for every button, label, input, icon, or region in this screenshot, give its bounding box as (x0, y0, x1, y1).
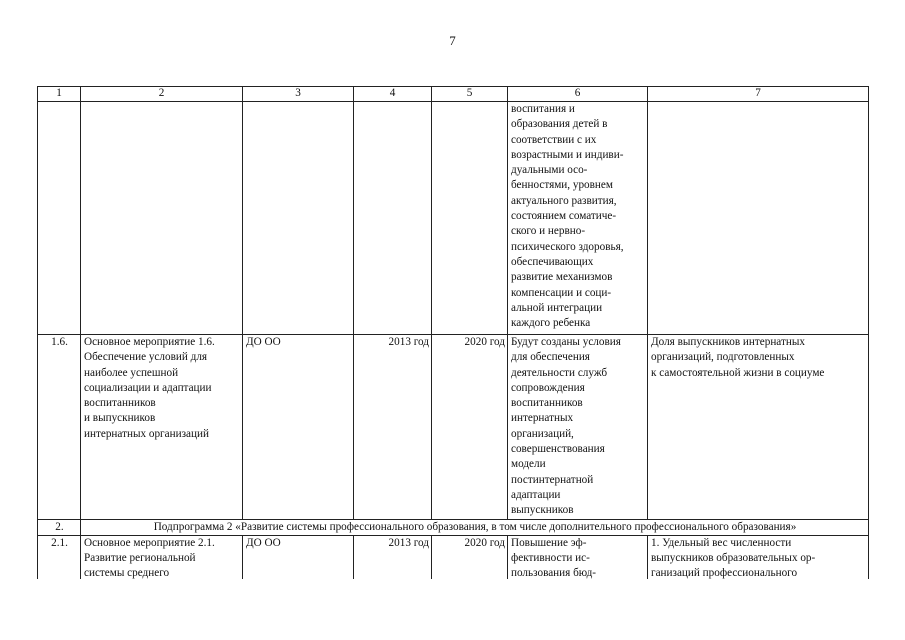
subprogram-title: Подпрограмма 2 «Развитие системы профессионального образования, в том числе дополнительного профессионального образования» (81, 519, 869, 535)
text-line: Будут созданы условия (511, 336, 621, 348)
text-line: деятельности служб (511, 366, 608, 379)
measure-name (81, 102, 243, 335)
text-line: Обеспечение условий для (84, 351, 208, 364)
text-line: Развитие региональной (84, 552, 196, 565)
text-line: ганизаций профессионального (651, 567, 798, 580)
subprogram-number: 2. (38, 519, 81, 535)
end-year: 2020 год (432, 335, 508, 520)
expected-result (508, 102, 648, 335)
text-line: психического здоровья, (511, 240, 624, 253)
text-line: к самостоятельной жизни в социуме (651, 366, 825, 379)
text-line: сопровождения (511, 381, 585, 394)
text-line: Повышение эф- (511, 536, 587, 549)
text-line: пользования бюд- (511, 567, 596, 580)
start-year: 2013 год (354, 535, 432, 597)
text-line: Доля выпускников интернатных (651, 336, 805, 348)
text-line: образования детей в (511, 118, 608, 131)
text-line: адаптации (511, 488, 561, 501)
text-line: воспитания и (511, 103, 575, 115)
text-line: выпускников образовательных ор- (651, 552, 816, 565)
text-line: организаций, (511, 427, 574, 440)
text-line: актуального развития, (511, 194, 617, 207)
executor: ДО ОО (243, 535, 354, 597)
program-table (37, 86, 869, 598)
text-line: фективности ис- (511, 552, 590, 565)
start-year: 2013 год (354, 335, 432, 520)
indicator (648, 335, 869, 520)
text-line: системы среднего (84, 567, 170, 580)
text-line: Основное мероприятие 2.1. (84, 536, 215, 549)
text-line: состоянием соматиче- (511, 210, 617, 223)
text-line: модели (511, 458, 546, 471)
end-year: 2020 год (432, 535, 508, 597)
text-line: совершенствования (511, 443, 605, 456)
text-line: выпускников (511, 504, 574, 517)
column-number: 7 (648, 87, 869, 102)
row-number: 1.6. (38, 335, 81, 520)
column-number: 3 (243, 87, 354, 102)
text-line: наиболее успешной (84, 366, 179, 379)
subprogram-row (38, 519, 869, 535)
text-line: обеспечивающих (511, 255, 594, 268)
text-line: соответствии с их (511, 133, 597, 146)
text-line: 1. Удельный вес численности (651, 536, 792, 549)
text-line: каждого ребенка (511, 317, 591, 330)
page-bottom-margin (0, 579, 905, 640)
text-line: и выпускников (84, 412, 156, 425)
expected-result (508, 335, 648, 520)
executor: ДО ОО (243, 335, 354, 520)
column-number: 5 (432, 87, 508, 102)
column-number: 2 (81, 87, 243, 102)
text-line: бенностями, уровнем (511, 179, 613, 192)
text-line: постинтернатной (511, 473, 594, 486)
text-line: воспитанников (511, 397, 583, 410)
text-line: организаций, подготовленных (651, 351, 795, 364)
page-number: 7 (449, 33, 456, 48)
text-line: социализации и адаптации (84, 381, 212, 394)
executor (243, 102, 354, 335)
text-line: компенсации и соци- (511, 286, 612, 299)
text-line: развитие механизмов (511, 271, 613, 284)
text-line: Основное мероприятие 1.6. (84, 336, 215, 348)
text-line: для обеспечения (511, 351, 590, 364)
text-line: возрастными и индиви- (511, 148, 624, 161)
column-number: 1 (38, 87, 81, 102)
start-year (354, 102, 432, 335)
column-number: 6 (508, 87, 648, 102)
text-line: интернатных организаций (84, 427, 209, 440)
text-line: альной интеграции (511, 301, 603, 314)
table-row (38, 102, 869, 335)
table-row (38, 335, 869, 520)
indicator (648, 102, 869, 335)
text-line: интернатных (511, 412, 574, 425)
measure-name (81, 335, 243, 520)
text-line: воспитанников (84, 397, 156, 410)
row-number: 2.1. (38, 535, 81, 597)
text-line: дуальными осо- (511, 164, 588, 177)
end-year (432, 102, 508, 335)
text-line: ского и нервно- (511, 225, 586, 238)
row-number (38, 102, 81, 335)
column-number-row (38, 87, 869, 102)
column-number: 4 (354, 87, 432, 102)
